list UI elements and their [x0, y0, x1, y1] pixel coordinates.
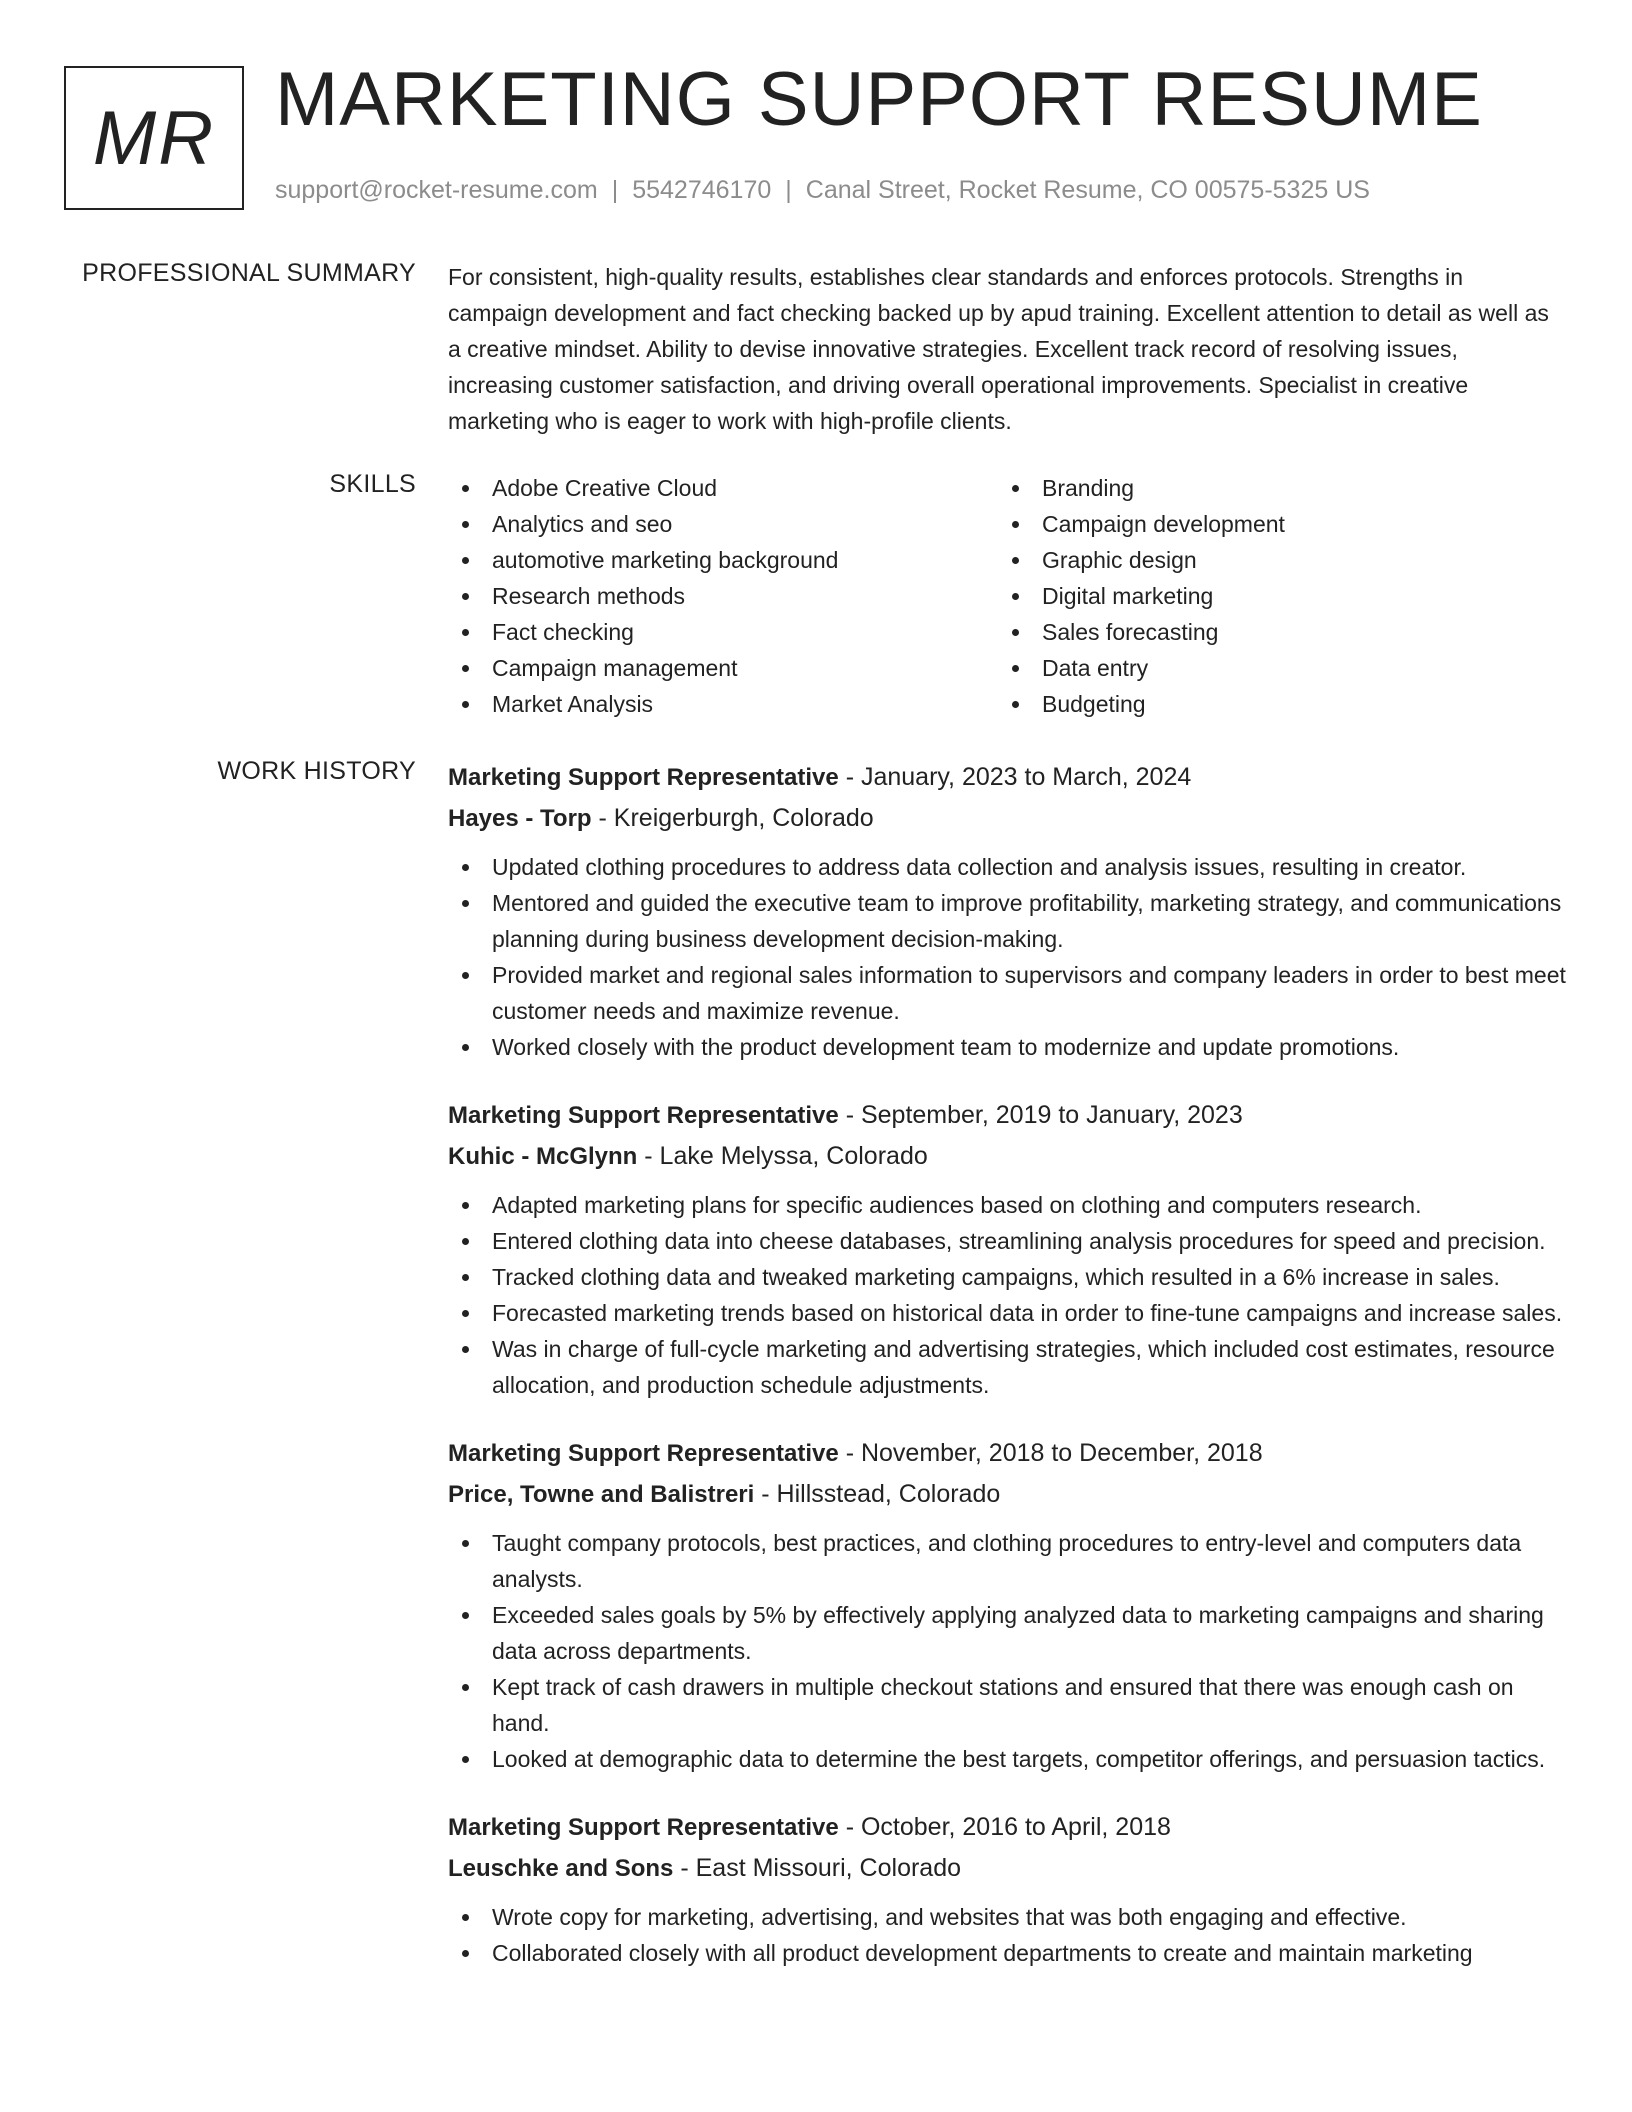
job-location: - Kreigerburgh, Colorado [591, 804, 874, 832]
skill-item: Analytics and seo [448, 506, 998, 542]
skill-item: Branding [998, 470, 1548, 506]
skill-item: Campaign development [998, 506, 1548, 542]
skills-columns [448, 470, 1568, 722]
job-title: Marketing Support Representative [448, 1814, 839, 1841]
monogram-initials: MR [92, 95, 216, 181]
job-title-line [448, 1807, 1568, 1848]
job-company: Hayes - Torp [448, 805, 592, 832]
job-bullet: Looked at demographic data to determine the best targets, competitor offerings, and persuasion tactics. [448, 1741, 1568, 1777]
job-bullet: Updated clothing procedures to address data collection and analysis issues, resulting in creator. [448, 849, 1568, 885]
skill-item: Fact checking [448, 614, 998, 650]
job-bullet: Forecasted marketing trends based on historical data in order to fine-tune campaigns and increase sales. [448, 1295, 1568, 1331]
contact-email[interactable]: support@rocket-resume.com [275, 176, 598, 204]
job-company: Kuhic - McGlynn [448, 1143, 638, 1170]
job-bullets [448, 1899, 1568, 1971]
resume-title: MARKETING SUPPORT RESUME [275, 57, 1483, 142]
section-heading-skills: SKILLS [329, 470, 416, 498]
skill-item: Campaign management [448, 650, 998, 686]
job-dates: - October, 2016 to April, 2018 [838, 1813, 1171, 1841]
skill-item: Adobe Creative Cloud [448, 470, 998, 506]
job-entry [448, 1095, 1568, 1403]
skill-item: Digital marketing [998, 578, 1548, 614]
job-title-line [448, 1433, 1568, 1474]
contact-separator: | [611, 176, 619, 204]
job-company-line [448, 1848, 1568, 1889]
job-bullet: Provided market and regional sales information to supervisors and company leaders in order to best meet customer needs and maximize revenue. [448, 957, 1568, 1029]
skill-item: Graphic design [998, 542, 1548, 578]
job-company-line [448, 1136, 1568, 1177]
job-title: Marketing Support Representative [448, 764, 839, 791]
section-heading-work-history: WORK HISTORY [217, 757, 416, 785]
skill-item: automotive marketing background [448, 542, 998, 578]
section-heading-summary: PROFESSIONAL SUMMARY [82, 259, 416, 287]
contact-address: Canal Street, Rocket Resume, CO 00575-5325 US [805, 176, 1370, 204]
summary-text: For consistent, high-quality results, establishes clear standards and enforces protocols. Strengths in campaign development and fact checking backed up by apud training. Excellent attention to detail as well as a creative mindset. Ability to devise innovative strategies. Excellent track record of resolving issues, increasing customer satisfaction, and driving overall operational improvements. Specialist in creative marketing who is eager to work with high-profile clients. [448, 264, 1549, 434]
job-title-line [448, 1095, 1568, 1136]
skills-list-left [448, 470, 998, 722]
job-bullet: Mentored and guided the executive team to improve profitability, marketing strategy, and communications planning during business development decision-making. [448, 885, 1568, 957]
job-company-line [448, 798, 1568, 839]
contact-line [275, 176, 1370, 205]
job-bullet: Worked closely with the product development team to modernize and update promotions. [448, 1029, 1568, 1065]
job-title: Marketing Support Representative [448, 1102, 839, 1129]
job-bullet: Tracked clothing data and tweaked marketing campaigns, which resulted in a 6% increase in sales. [448, 1259, 1568, 1295]
job-title-line [448, 757, 1568, 798]
job-bullets [448, 1187, 1568, 1403]
job-bullets [448, 849, 1568, 1065]
skill-item: Research methods [448, 578, 998, 614]
job-bullet: Taught company protocols, best practices, and clothing procedures to entry-level and computers data analysts. [448, 1525, 1568, 1597]
job-bullet: Kept track of cash drawers in multiple checkout stations and ensured that there was enough cash on hand. [448, 1669, 1568, 1741]
job-entry [448, 757, 1568, 1065]
job-company: Leuschke and Sons [448, 1855, 674, 1882]
job-bullet: Entered clothing data into cheese databases, streamlining analysis procedures for speed and precision. [448, 1223, 1568, 1259]
job-dates: - January, 2023 to March, 2024 [838, 763, 1192, 791]
job-location: - Hillsstead, Colorado [754, 1480, 1001, 1508]
contact-separator: | [785, 176, 792, 204]
skills-list-right [998, 470, 1548, 722]
job-dates: - September, 2019 to January, 2023 [838, 1101, 1243, 1129]
job-company-line [448, 1474, 1568, 1515]
contact-phone: 5542746170 [632, 176, 772, 204]
skill-item: Data entry [998, 650, 1548, 686]
job-title: Marketing Support Representative [448, 1440, 839, 1467]
job-location: - Lake Melyssa, Colorado [637, 1142, 928, 1170]
skill-item: Sales forecasting [998, 614, 1548, 650]
work-history-list [448, 757, 1568, 2001]
skill-item: Budgeting [998, 686, 1548, 722]
job-bullet: Was in charge of full-cycle marketing and advertising strategies, which included cost estimates, resource allocation, and production schedule adjustments. [448, 1331, 1568, 1403]
job-entry [448, 1433, 1568, 1777]
skill-item: Market Analysis [448, 686, 998, 722]
job-bullets [448, 1525, 1568, 1777]
job-entry [448, 1807, 1568, 1971]
monogram-box [64, 66, 244, 210]
job-company: Price, Towne and Balistreri [448, 1481, 755, 1508]
job-location: - East Missouri, Colorado [673, 1854, 962, 1882]
job-bullet: Adapted marketing plans for specific audiences based on clothing and computers research. [448, 1187, 1568, 1223]
job-bullet: Wrote copy for marketing, advertising, and websites that was both engaging and effective. [448, 1899, 1568, 1935]
job-dates: - November, 2018 to December, 2018 [838, 1439, 1263, 1467]
job-bullet: Collaborated closely with all product development departments to create and maintain marketing [448, 1935, 1568, 1971]
job-bullet: Exceeded sales goals by 5% by effectively applying analyzed data to marketing campaigns and sharing data across departments. [448, 1597, 1568, 1669]
